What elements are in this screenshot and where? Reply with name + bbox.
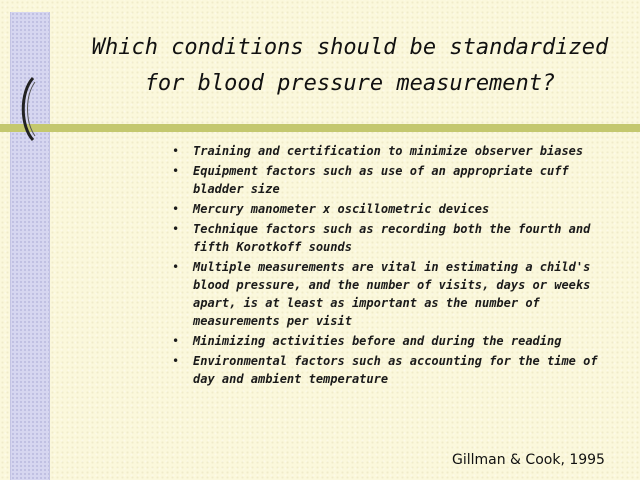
slide-title-line-1: Which conditions should be standardized <box>91 35 609 60</box>
bullet-text: Environmental factors such as accounting for the time of day and ambient temperature <box>193 354 598 386</box>
bullet-item <box>170 220 615 256</box>
bullet-marker: • <box>172 202 180 216</box>
bullet-text: Technique factors such as recording both the fourth and fifth Korotkoff sounds <box>193 222 591 254</box>
bullet-text: Minimizing activities before and during the reading <box>193 334 562 348</box>
bullet-marker: • <box>172 222 180 236</box>
bullet-text: Equipment factors such as use of an appropriate cuff bladder size <box>193 164 569 196</box>
slide-title-line-2: for blood pressure measurement? <box>144 71 556 96</box>
citation: Gillman & Cook, 1995 <box>452 452 605 468</box>
bullet-marker: • <box>172 144 180 158</box>
bullet-item <box>170 332 615 350</box>
bullet-text: Training and certification to minimize observer biases <box>193 144 584 158</box>
bullet-item <box>170 352 615 388</box>
bullet-item <box>170 142 615 160</box>
horizontal-rule <box>0 124 640 132</box>
bullet-marker: • <box>172 164 180 178</box>
bullet-text: Mercury manometer x oscillometric devices <box>193 202 490 216</box>
bullet-item <box>170 200 615 218</box>
bullet-list <box>170 142 615 390</box>
bullet-item <box>170 258 615 330</box>
bullet-marker: • <box>172 260 180 274</box>
bullet-marker: • <box>172 354 180 368</box>
bullet-text: Multiple measurements are vital in estimating a child's blood pressure, and the number of visits, days or weeks apart, is at least as important as the number of measurements per visit <box>193 260 591 328</box>
bullet-marker: • <box>172 334 180 348</box>
bullet-item <box>170 162 615 198</box>
